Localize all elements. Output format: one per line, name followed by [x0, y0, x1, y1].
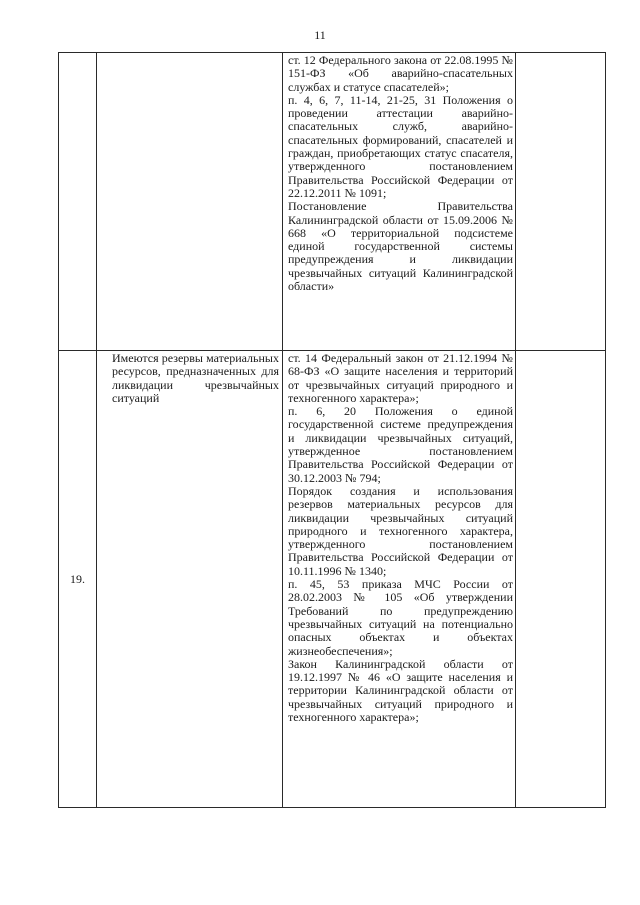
legal-basis-paragraph: ст. 12 Федерального закона от 22.08.1995 № 151-ФЗ «Об аварийно-спасательных службах и статусе спасателей»;: [288, 53, 513, 94]
legal-requirements-table: [58, 52, 606, 808]
requirement-cell: [97, 351, 283, 808]
table-row: [59, 53, 606, 351]
answer-cell: [516, 351, 606, 808]
legal-basis-paragraph: п. 6, 20 Положения о единой государственной системе предупреждения и ликвидации чрезвычайных ситуаций, утвержденное постановлением Правительства Российской Федерации от 30.12.2003 № 794;: [288, 404, 513, 485]
table-row: [59, 351, 606, 808]
requirement-cell: [97, 53, 283, 351]
legal-basis-paragraph: ст. 14 Федеральный закон от 21.12.1994 № 68-ФЗ «О защите населения и территорий от чрезвычайных ситуаций природного и техногенного характера»;: [288, 351, 513, 405]
legal-basis-paragraph: п. 4, 6, 7, 11-14, 21-25, 31 Положения о проведении аттестации аварийно-спасательных служб, аварийно-спасательных формирований, спасателей и граждан, приобретающих статус спасателя, утвержденного постановлением Правительства Российской Федерации от 22.12.2011 № 1091;: [288, 92, 513, 200]
legal-basis-paragraph: Постановление Правительства Калининградской области от 15.09.2006 № 668 «О территориальной подсистеме единой государственной системы предупреждения и ликвидации чрезвычайных ситуаций Калининградской области»: [288, 199, 513, 294]
legal-basis-paragraph: п. 45, 53 приказа МЧС России от 28.02.2003 № 105 «Об утверждении Требований по предупреждению чрезвычайных ситуаций на потенциально опасных объектах и объектах жизнеобеспечения»;: [288, 577, 513, 658]
page-number: 11: [314, 28, 326, 42]
legal-basis-text: [283, 351, 515, 724]
row-number-cell: 19.: [59, 351, 97, 808]
legal-basis-paragraph: Порядок создания и использования резервов материальных ресурсов для ликвидации чрезвычайных ситуаций природного и техногенного характера, утвержденного постановлением Правительства Российской Федерации от 10.11.1996 № 1340;: [288, 483, 513, 578]
legal-basis-paragraph: Закон Калининградской области от 19.12.1997 № 46 «О защите населения и территории Калининградской области от чрезвычайных ситуаций природного и техногенного характера»;: [288, 656, 513, 725]
answer-cell: [516, 53, 606, 351]
requirement-text: [97, 53, 282, 54]
legal-basis-cell: [283, 351, 516, 808]
legal-basis-text: [283, 53, 515, 293]
requirement-text: Имеются резервы материальных ресурсов, предназначенных для ликвидации чрезвычайных ситуаций: [112, 351, 279, 406]
row-number-cell: [59, 53, 97, 351]
legal-basis-cell: [283, 53, 516, 351]
